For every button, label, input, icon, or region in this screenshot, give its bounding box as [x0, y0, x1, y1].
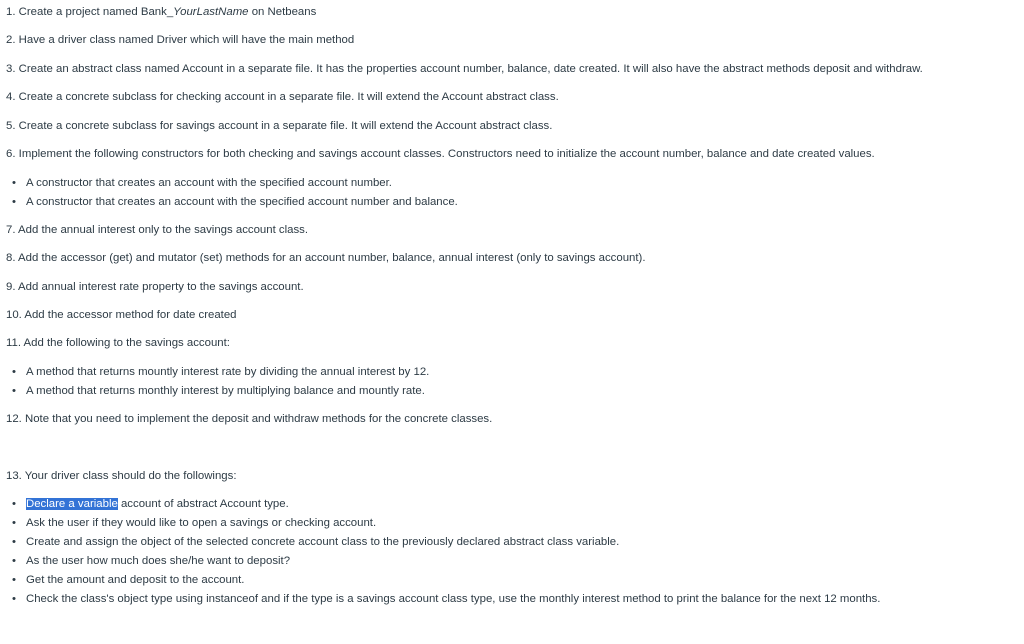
step-13-bullet: • Declare a variable account of abstract Account type.	[6, 497, 289, 511]
step-11: 11. Add the following to the savings account:	[6, 337, 230, 349]
step-1: 1. Create a project named Bank_YourLastName on Netbeans	[6, 6, 317, 18]
step-2: 2. Have a driver class named Driver which will have the main method	[6, 34, 355, 46]
step-12: 12. Note that you need to implement the deposit and withdraw methods for the concrete classes.	[6, 413, 493, 425]
step-6: 6. Implement the following constructors for both checking and savings account classes. Constructors need to initialize the account number, balance and date created values.	[6, 148, 875, 160]
step-9: 9. Add annual interest rate property to the savings account.	[6, 281, 304, 293]
step-8: 8. Add the accessor (get) and mutator (set) methods for an account number, balance, annual interest (only to savings account).	[6, 252, 646, 264]
step-4: 4. Create a concrete subclass for checking account in a separate file. It will extend the Account abstract class.	[6, 91, 559, 103]
selected-text-highlight[interactable]: Declare a variable	[26, 498, 118, 510]
step-13-bullet: • Create and assign the object of the selected concrete account class to the previously declared abstract class variable.	[6, 535, 619, 549]
step-13-bullet: • Ask the user if they would like to open a savings or checking account.	[6, 516, 376, 530]
step-11-bullet: • A method that returns monthly interest by multiplying balance and mountly rate.	[6, 384, 425, 398]
step-13-bullet: • Check the class's object type using instanceof and if the type is a savings account class type, use the monthly interest method to print the balance for the next 12 months.	[6, 592, 880, 606]
step-6-bullet: • A constructor that creates an account with the specified account number.	[6, 176, 392, 190]
step-13-bullet: • As the user how much does she/he want to deposit?	[6, 554, 290, 568]
step-6-bullet: • A constructor that creates an account with the specified account number and balance.	[6, 195, 458, 209]
step-7: 7. Add the annual interest only to the savings account class.	[6, 224, 309, 236]
step-5: 5. Create a concrete subclass for savings account in a separate file. It will extend the Account abstract class.	[6, 120, 553, 132]
step-10: 10. Add the accessor method for date created	[6, 309, 237, 321]
step-3: 3. Create an abstract class named Account in a separate file. It has the properties account number, balance, date created. It will also have the abstract methods deposit and withdraw.	[6, 63, 923, 75]
step-13-bullet: • Get the amount and deposit to the account.	[6, 573, 244, 587]
step-11-bullet: • A method that returns mountly interest rate by dividing the annual interest by 12.	[6, 365, 429, 379]
step-13: 13. Your driver class should do the followings:	[6, 470, 237, 482]
